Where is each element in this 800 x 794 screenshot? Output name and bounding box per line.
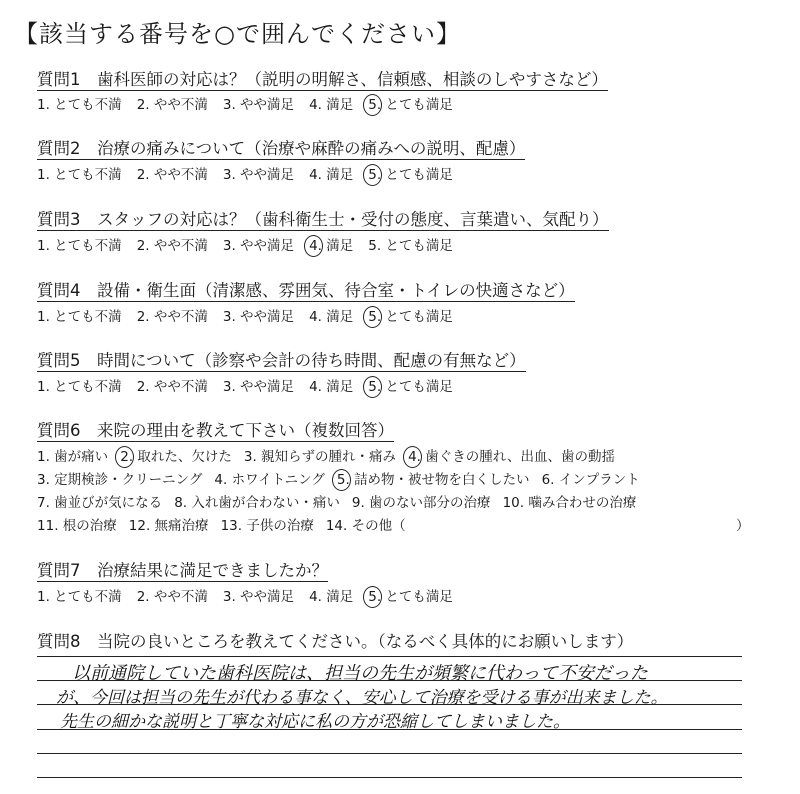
question-7-options xyxy=(37,585,468,605)
option: 1. 歯が痛い xyxy=(37,449,109,465)
option: 2. やや不満 xyxy=(136,379,208,395)
option: 5. とても満足 xyxy=(368,238,453,254)
circled-option: 5. とても満足 xyxy=(368,167,453,183)
option: 7. 歯並びが気になる xyxy=(37,495,163,511)
option: 11. 根の治療 xyxy=(37,518,117,534)
question-5-title: 質問5 時間について（診察や会計の待ち時間、配慮の有無など） xyxy=(37,351,526,370)
question-6-row xyxy=(37,514,418,534)
option: 9. 歯のない部分の治療 xyxy=(351,495,491,511)
option: 3. やや満足 xyxy=(222,97,295,113)
handwritten-answer-line-1: 以前通院していた歯科医院は、担当の先生が頻繁に代わって不安だった xyxy=(72,663,648,684)
option: 12. 無痛治療 xyxy=(128,518,209,534)
option: 3. やや満足 xyxy=(222,309,295,325)
option: 4. 満足 xyxy=(309,167,354,183)
circled-option: 4. 満足 xyxy=(309,238,354,254)
answer-line xyxy=(37,656,742,657)
option: 1. とても不満 xyxy=(37,309,122,325)
question-8-title: 質問8 当院の良いところを教えてください。（なるべく具体的にお願いします） xyxy=(37,632,634,651)
question-3-options xyxy=(37,234,468,254)
question-2-options xyxy=(37,163,468,183)
question-4-title: 質問4 設備・衛生面（清潔感、雰囲気、待合室・トイレの快適さなど） xyxy=(37,281,575,300)
question-1-options xyxy=(37,93,468,113)
option: 10. 噛み合わせの治療 xyxy=(502,495,637,511)
option: 3. やや満足 xyxy=(222,589,295,605)
option: 3. やや満足 xyxy=(222,238,295,254)
option: 4. 満足 xyxy=(309,589,354,605)
instruction-header: 【該当する番号を○で囲んでください】 xyxy=(14,20,461,48)
question-2-title: 質問2 治療の痛みについて（治療や麻酔の痛みへの説明、配慮） xyxy=(37,139,526,158)
question-7-title: 質問7 治療結果に満足できましたか？ xyxy=(37,561,328,580)
option: 13. 子供の治療 xyxy=(220,518,314,534)
option: 3. 親知らずの腫れ・痛み xyxy=(243,449,397,465)
option: 14. その他（ xyxy=(325,518,406,534)
other-close-paren: ） xyxy=(736,518,750,534)
circled-option: 2. 取れた、欠けた xyxy=(120,449,232,465)
option: 4. 満足 xyxy=(309,97,354,113)
option: 2. やや不満 xyxy=(136,238,208,254)
handwritten-answer-line-2: が、今回は担当の先生が代わる事なく、安心して治療を受ける事が出来ました。 xyxy=(56,688,668,708)
option: 3. やや満足 xyxy=(222,379,295,395)
circled-option: 5. とても満足 xyxy=(368,97,453,113)
option: 2. やや不満 xyxy=(136,97,208,113)
question-6-title: 質問6 来院の理由を教えて下さい（複数回答） xyxy=(37,421,394,440)
question-6-row xyxy=(37,445,627,465)
option: 3. やや満足 xyxy=(222,167,295,183)
option: 1. とても不満 xyxy=(37,379,122,395)
option: 1. とても不満 xyxy=(37,167,122,183)
circled-option: 5. とても満足 xyxy=(368,589,453,605)
circled-option: 5. とても満足 xyxy=(368,379,453,395)
option: 4. 満足 xyxy=(309,309,354,325)
option: 4. ホワイトニング xyxy=(214,472,325,488)
circled-option: 5. とても満足 xyxy=(368,309,453,325)
circled-option: 5. 詰め物・被せ物を白くしたい xyxy=(336,472,530,488)
option: 1. とても不満 xyxy=(37,238,122,254)
question-4-options xyxy=(37,305,468,325)
option: 2. やや不満 xyxy=(136,589,208,605)
option: 8. 入れ歯が合わない・痛い xyxy=(174,495,340,511)
question-3-title: 質問3 スタッフの対応は？（歯科衛生士・受付の態度、言葉遣い、気配り） xyxy=(37,210,609,229)
option: 2. やや不満 xyxy=(136,309,208,325)
question-6-row xyxy=(37,468,652,488)
option: 1. とても不満 xyxy=(37,589,122,605)
question-5-options xyxy=(37,375,468,395)
question-1-title: 質問1 歯科医師の対応は？（説明の明解さ、信頼感、相談のしやすさなど） xyxy=(37,70,608,89)
option: 4. 満足 xyxy=(309,379,354,395)
option: 3. 定期検診・クリーニング xyxy=(37,472,203,488)
answer-line xyxy=(37,753,742,754)
handwritten-answer-line-3: 先生の細かな説明と丁寧な対応に私の方が恐縮してしまいました。 xyxy=(60,712,570,732)
option: 6. インプラント xyxy=(541,472,640,488)
option: 2. やや不満 xyxy=(136,167,208,183)
answer-line xyxy=(37,777,742,778)
question-6-row xyxy=(37,491,648,511)
circled-option: 4. 歯ぐきの腫れ、出血、歯の動揺 xyxy=(408,449,616,465)
option: 1. とても不満 xyxy=(37,97,122,113)
